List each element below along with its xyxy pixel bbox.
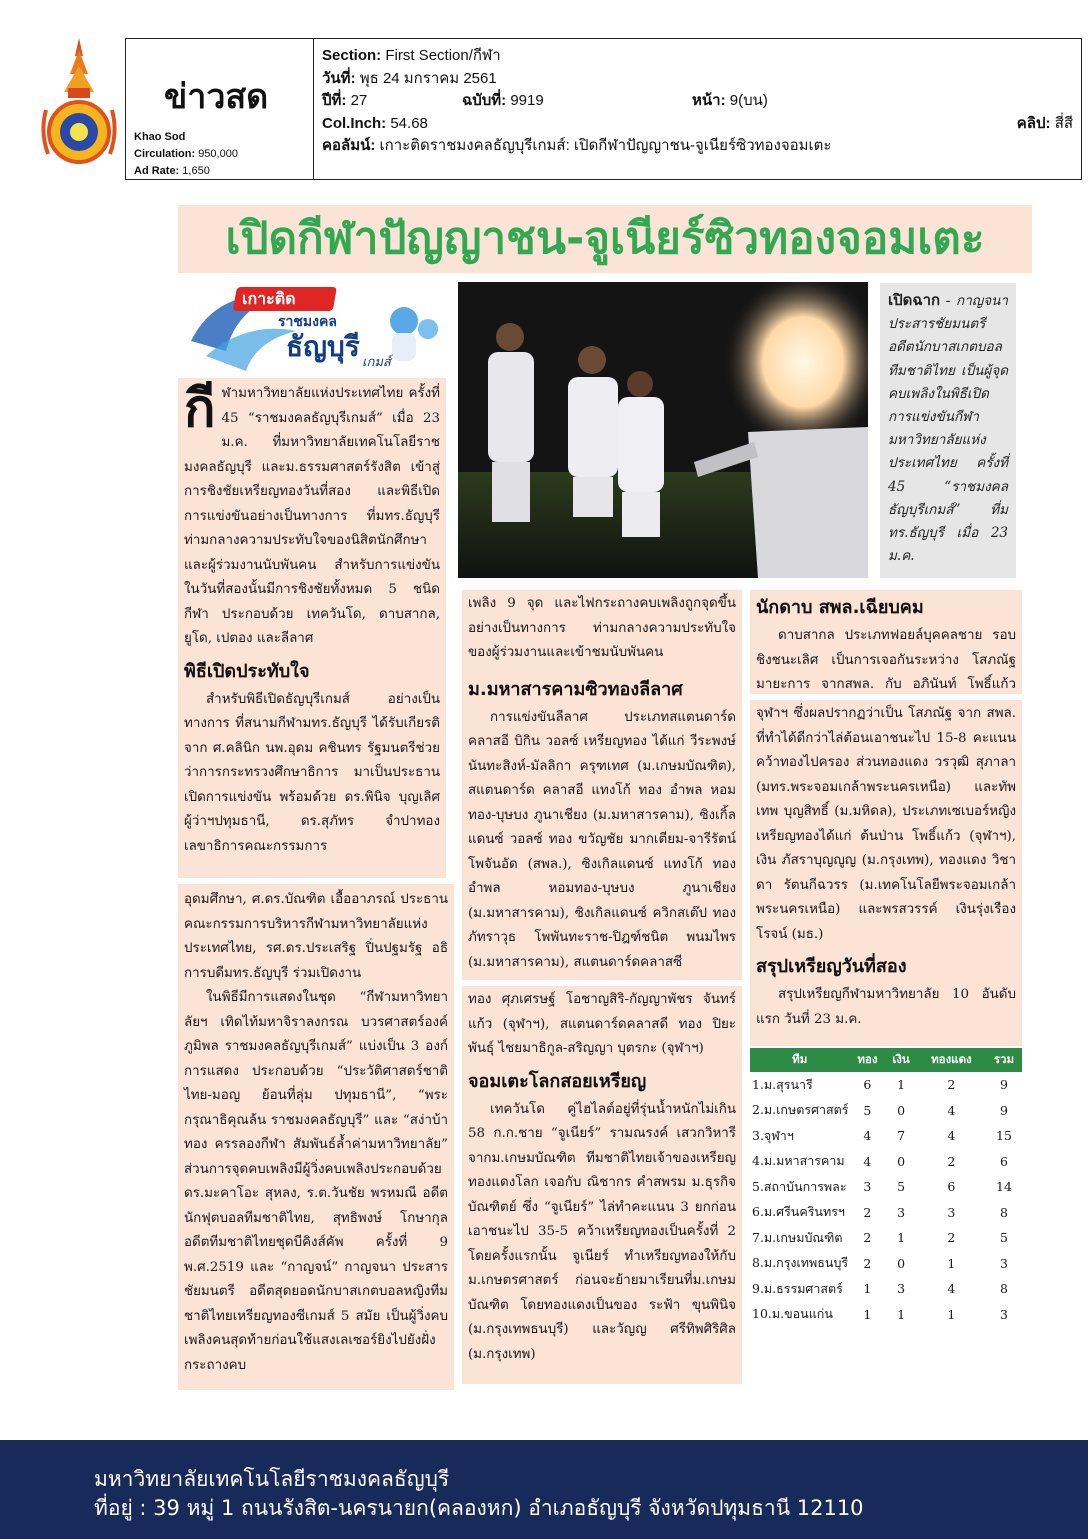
medal-count: 2 — [947, 1230, 956, 1246]
medal-table — [750, 1048, 1022, 1327]
adrate-label: Ad Rate: — [134, 165, 180, 177]
medal-count: 8 — [986, 1200, 1022, 1226]
page-label: หน้า: — [692, 92, 726, 109]
intro-paragraph: ฬามหาวิทยาลัยแห่งประเทศไทย ครั้งที่ 45 “ราชมงคลธัญบุรีเกมส์” เมื่อ 23 ม.ค. ที่มหาวิทยาลัยเทคโนโลยีราชมงคลธัญบุรี และม.ธรรมศาสตร์รังสิต เข้าสู่การชิงชัยเหรียญทองวันที่สอง และพิธีเปิดการแข่งขันอย่างเป็นทางการ ที่มทร.ธัญบุรี ท่ามกลางความประทับใจของนิสิตนักศึกษา และผู้ร่วมงานนับพันคน สำหรับการแข่งขันในวันที่สองนั้นมีการชิงชัยทั้งหมด 5 ชนิดกีฬา ประกอบด้วย เทควันโด, ดาบสากล, ยูโด, เปตอง และลีลาศ — [184, 386, 440, 646]
medal-count: 1 — [885, 1302, 917, 1328]
subheading-opening-ceremony: พิธีเปิดประทับใจ — [184, 660, 310, 682]
logo-text-2: ราชมงคล — [278, 314, 337, 330]
logo-text-4: เกมส์ — [362, 355, 391, 370]
clipping-header — [125, 38, 1082, 180]
circulation-label: Circulation: — [134, 148, 196, 160]
date-value: พุธ 24 มกราคม 2561 — [359, 69, 497, 87]
medal-count: 4 — [863, 1128, 872, 1144]
column-2-bottom — [462, 986, 742, 1384]
medal-count: 14 — [996, 1179, 1012, 1195]
newspaper-name-en: Khao Sod — [134, 131, 186, 143]
medal-count: 9 — [986, 1098, 1022, 1124]
section-label: Section: — [322, 47, 382, 64]
paragraph-fencing-cont: จุฬาฯ ซึ่งผลปรากฏว่าเป็น โสภณัฐ จาก สพล. ที่ทำได้ดีกว่าไล่ต้อนเอาชนะไป 15-8 คะแนน คว้าทองไปครอง ส่วนทองแดง วรวุฒิ สุภาลา (มทร.พระจอมเกล้าพระนครเหนือ) และทัพเทพ บุญสิทธิ์ (ม.มหิดล), ประเภทเซเบอร์หญิง เหรียญทองได้แก่ ต้นป่าน โพธิ์แก้ว (จุฬาฯ), เงิน ภัสราบุญญูญ (ม.กรุงเทพ), ทองแดง วิชาดา รัตนกีฉวรร (ม.เทคโนโลยีพระจอมเกล้าพระนครเหนือ) และพรสวรรค์ เงินรุ่งเรืองโรจน์ (มธ.) — [756, 706, 1016, 942]
medal-count: 3 — [897, 1281, 906, 1297]
table-row — [750, 1276, 1022, 1302]
paragraph-ceremony: สำหรับพิธีเปิดธัญบุรีเกมส์ อย่างเป็นทางการ ที่สนามกีฬามทร.ธัญบุรี ได้รับเกียรติจาก ศ.คลินิก นพ.อุดม คชินทร รัฐมนตรีช่วยว่าการกระทรวงศึกษาธิการ มาเป็นประธานเปิดการแข่งขัน พร้อมด้วย ดร.พินิจ บุญเลิศ ผู้ว่าฯปทุมธานี, ดร.สุภัทร จำปาทอง เลขาธิการคณะกรรมการ — [184, 691, 440, 854]
logo-text-1: เกาะติด — [242, 289, 296, 308]
medal-count: 7 — [897, 1128, 906, 1144]
table-row — [750, 1225, 1022, 1251]
medal-count: 2 — [947, 1077, 956, 1093]
paragraph-medal-summary: สรุปเหรียญกีฬามหาวิทยาลัย 10 อันดับแรก วันที่ 23 ม.ค. — [756, 987, 1016, 1027]
header-team: ทีม — [750, 1048, 849, 1072]
team-name: 8.ม.กรุงเทพธนบุรี — [750, 1251, 849, 1277]
issue-value: 9919 — [510, 92, 544, 109]
table-row — [750, 1123, 1022, 1149]
medal-count: 3 — [986, 1251, 1022, 1277]
caption-text: - กาญจนา ประสารชัยมนตรี อดีตนักบาสเกตบอลทีมชาติไทย เป็นผู้จุดคบเพลิงในพิธีเปิดการแข่งขันกีฬามหาวิทยาลัยแห่งประเทศไทย ครั้งที่ 45 “ราชมงคลธัญบุรีเกมส์” ที่มทร.ธัญบุรี เมื่อ 23 ม.ค. — [888, 293, 1008, 565]
article-headline: เปิดกีฬาปัญญาชน-จูเนียร์ซิวทองจอมเตะ — [225, 213, 985, 264]
year-label: ปีที่: — [322, 92, 347, 109]
medal-count: 15 — [996, 1128, 1012, 1144]
medal-count: 2 — [849, 1200, 885, 1226]
newspaper-name: ข่าวสด — [164, 77, 269, 117]
medal-count: 5 — [999, 1230, 1008, 1246]
rmutt-games-logo — [186, 281, 446, 375]
issue-label: ฉบับที่: — [462, 92, 507, 109]
medal-count: 2 — [863, 1230, 872, 1246]
subheading-fencing: นักดาบ สพล.เฉียบคม — [756, 597, 924, 618]
medal-count: 4 — [849, 1149, 885, 1175]
medal-count: 1 — [917, 1251, 986, 1277]
medal-count: 1 — [849, 1302, 885, 1328]
newspaper-info — [126, 39, 314, 179]
medal-count: 0 — [885, 1149, 917, 1175]
drop-cap: กี — [184, 379, 216, 439]
paragraph-performance: ในพิธีมีการแสดงในชุด “กีฬามหาวิทยาลัยฯ เทิดไท้มหาจิราลงกรณ บวรศาสตร์องค์ภูมิพล ราชมงคลธัญบุรีเกมส์” แบ่งเป็น 3 องก์การแสดง ประกอบด้วย “ประวัติศาสตร์ชาติไทย-มอญ ย้อนที่ลุ่ม ปทุมธานี”, “พระกรุณาธิคุณล้น ราชมงคลธัญบุรี” และ “สง่าบ้าทอง ครรลองกีฬา สัมพันธ์ล้ำค่ามหาวิทยาลัย” ส่วนการจุดคบเพลิงมีผู้วิ่งคบเพลิงประกอบด้วย ดร.มะคาโอะ สุหลง, ร.ต.วันชัย พรหมณี อดีตนักฟุตบอลทีมชาติไทย, สุทธิพงษ์ โกษากุล อดีตทีมชาติไทยชุดบีคิงส์คัพ ครั้งที่ 9 พ.ศ.2519 และ “กาญจน์” กาญจนา ประสารชัยมนตรี อดีตสุดยอดนักบาสเกตบอลหญิงทีมชาติไทยเหรียญทองซีเกมส์ 5 สมัย เป็นผู้วิ่งคบเพลิงคนสุดท้ายก่อนใช้แสงเลเซอร์ยิงไปยังฝั่งกระถางคบ — [184, 990, 448, 1373]
subheading-dance: ม.มหาสารคามซิวทองลีลาศ — [468, 678, 683, 700]
clip-value: สี่สี — [1054, 114, 1073, 132]
paragraph-fencing: ดาบสากล ประเภทฟอยล์บุคคลชาย รอบชิงชนะเลิศ เป็นการเจอกันระหว่าง โสภณัฐ มายะการ จากสพล. กับ อภินันท์ โพธิ์แก้ว — [756, 628, 1016, 692]
header-silver: เงิน — [885, 1048, 917, 1072]
medal-count: 9 — [999, 1077, 1008, 1093]
medal-count: 3 — [917, 1200, 986, 1226]
medal-count: 6 — [947, 1179, 956, 1195]
column-1-top — [178, 378, 446, 878]
table-row — [750, 1200, 1022, 1226]
table-row — [750, 1149, 1022, 1175]
paragraph-torch: เพลิง 9 จุด และไฟกระถางคบเพลิงถูกจุดขึ้นอย่างเป็นทางการ ท่ามกลางความประทับใจของผู้ร่วมงานและเข้าชมนับพันคน — [468, 596, 736, 660]
subheading-medal-summary: สรุปเหรียญวันที่สอง — [756, 956, 907, 977]
year-value: 27 — [350, 92, 368, 109]
colinch-label: Col.Inch: — [322, 114, 387, 132]
header-gold: ทอง — [849, 1048, 885, 1072]
medal-count: 1 — [897, 1077, 906, 1093]
date-label: วันที่: — [322, 69, 356, 87]
column-3-bottom — [750, 700, 1022, 1046]
medal-count: 4 — [917, 1098, 986, 1124]
team-name: 6.ม.ศรีนครินทรฯ — [750, 1200, 849, 1226]
newspaper-meta — [134, 129, 238, 180]
table-row — [750, 1072, 1022, 1098]
subheading-taekwondo: จอมเตะโลกสอยเหรียญ — [468, 1070, 647, 1092]
circulation-value: 950,000 — [198, 148, 238, 160]
caption-title: เปิดฉาก — [888, 291, 941, 309]
column-label: คอลัมน์: — [322, 137, 376, 154]
footer-university-name: มหาวิทยาลัยเทคโนโลยีราชมงคลธัญบุรี — [94, 1467, 450, 1491]
header-total: รวม — [986, 1048, 1022, 1072]
table-row — [750, 1251, 1022, 1277]
medal-count: 1 — [897, 1230, 906, 1246]
team-name: 2.ม.เกษตรศาสตร์ — [750, 1098, 849, 1124]
medal-count: 2 — [849, 1251, 885, 1277]
medal-count: 0 — [885, 1251, 917, 1277]
torch-lighting-photo — [458, 282, 868, 578]
medal-count: 3 — [885, 1200, 917, 1226]
medal-count: 0 — [885, 1098, 917, 1124]
team-name: 5.สถาบันการพละ — [752, 1178, 847, 1194]
paragraph-taekwondo: เทควันโด คู่ไฮไลต์อยู่ที่รุ่นน้ำหนักไม่เกิน 58 ก.ก.ชาย “จูเนียร์” รามณรงค์ เสวกวิหารี จากม.เกษมบัณฑิต ทีมชาติไทยเจ้าของเหรียญทองแดงโลก เจอกับ ณิชากร คำสพรม ม.ธุรกิจบัณฑิตย์ ซึ่ง “จูเนียร์” ไล่ทำคะแนน 3 ยกก่อนเอาชนะไป 35-5 คว้าเหรียญทองเป็นครั้งที่ 2 โดยครั้งแรกนั้น จูเนียร์ ทำเหรียญทองให้กับม.เกษตรศาสตร์ ก่อนจะย้ายมาเรียนที่ม.เกษมบัณฑิต โดยทองแดงเป็นของ ระฟ้า ขุนพินิจ (ม.กรุงเทพธนบุรี) และวัญญ ศรีทิพศิริศิล (ม.กรุงเทพ) — [468, 1101, 736, 1362]
footer-address: ที่อยู่ : 39 หมู่ 1 ถนนรังสิต-นครนายก(คลองหก) อำเภอธัญบุรี จังหวัดปทุมธานี 12110 — [94, 1496, 864, 1520]
university-seal-logo — [38, 36, 120, 164]
table-row — [750, 1098, 1022, 1124]
medal-count: 5 — [849, 1098, 885, 1124]
medal-count: 3 — [863, 1179, 872, 1195]
clipping-details — [322, 45, 1073, 158]
medal-count: 2 — [917, 1149, 986, 1175]
team-name: 3.จุฬาฯ — [752, 1127, 794, 1143]
medal-count: 1 — [863, 1281, 872, 1297]
logo-text-3: ธัญบุรี — [286, 330, 360, 363]
colinch-value: 54.68 — [390, 114, 428, 132]
medal-count: 8 — [999, 1281, 1008, 1297]
table-row — [750, 1174, 1022, 1200]
table-row — [750, 1302, 1022, 1328]
header-bronze: ทองแดง — [917, 1048, 986, 1072]
column-3-top — [750, 590, 1022, 694]
paragraph-dance-cont: ทอง ศุภเศรษฐ์ โอชาญสิริ-กัญญาพัชร จันทร์แก้ว (จุฬาฯ), สแตนดาร์ดคลาสดี ทอง ปิยะพันธุ์ ไชยมาธิกูล-สริญญา บุตรกะ (จุฬาฯ) — [468, 992, 736, 1056]
photo-caption — [880, 283, 1016, 578]
team-name: 1.ม.สุรนารี — [752, 1076, 813, 1092]
team-name: 7.ม.เกษมบัณฑิต — [752, 1229, 843, 1245]
medal-count: 6 — [863, 1077, 872, 1093]
medal-count: 3 — [986, 1302, 1022, 1328]
team-name: 10.ม.ขอนแก่น — [750, 1302, 849, 1328]
paragraph-dignitaries: อุดมศึกษา, ศ.ดร.บัณฑิต เอื้ออาภรณ์ ประธานคณะกรรมการบริหารกีฬามหาวิทยาลัยแห่งประเทศไทย, รศ.ดร.ประเสริฐ ปิ่นปฐมรัฐ อธิการบดีมทร.ธัญบุรี ร่วมเปิดงาน — [184, 892, 448, 981]
team-name: 4.ม.มหาสารคาม — [750, 1149, 849, 1175]
section-value: First Section/กีฬา — [385, 47, 501, 64]
column-2-top — [462, 590, 742, 980]
page-value: 9(บน) — [729, 92, 768, 109]
medal-count: 5 — [897, 1179, 906, 1195]
medal-count: 4 — [947, 1281, 956, 1297]
paragraph-dance: การแข่งขันลีลาศ ประเภทสแตนดาร์ดคลาสอี บิกิน วอลซ์ เหรียญทอง ได้แก่ วีระพงษ์ นันทะสิงห์-มัลลิกา ครุฑเทศ (ม.เกษมบัณฑิต), สแตนดาร์ด คลาสอี แทงโก้ ทอง อำพล หอมทอง-บุษบง ภูนาเชียง (ม.มหาสารคาม), ซิงเกิ้ลแดนซ์ วอลซ์ ทอง ขวัญชัย มากเตียม-จารีรัตน์ โพจันอัด (สพล.), ซิงเกิลแดนซ์ แทงโก้ ทอง อำพล หอมทอง-บุษบง ภูนาเชียง (ม.มหาสารคาม), ซิงเกิลแดนซ์ ควิกสเต๊ป ทอง ภัทราวุธ โพพันทะราช-ปิฎฑ์ชนิต พนมไพร (ม.มหาสารคาม), สแตนดาร์ดคลาสซี — [468, 709, 736, 970]
medal-count: 6 — [986, 1149, 1022, 1175]
column-value: เกาะติดราชมงคลธัญบุรีเกมส์: เปิดกีฬาปัญญาชน-จูเนียร์ซิวทองจอมเตะ — [379, 137, 832, 154]
clip-label: คลิป: — [1016, 114, 1051, 132]
medal-count: 1 — [917, 1302, 986, 1328]
adrate-value: 1,650 — [182, 165, 210, 177]
column-1-bottom — [178, 884, 454, 1390]
medal-count: 4 — [947, 1128, 956, 1144]
team-name: 9.ม.ธรรมศาสตร์ — [752, 1280, 843, 1296]
medal-table-header — [750, 1048, 1022, 1072]
